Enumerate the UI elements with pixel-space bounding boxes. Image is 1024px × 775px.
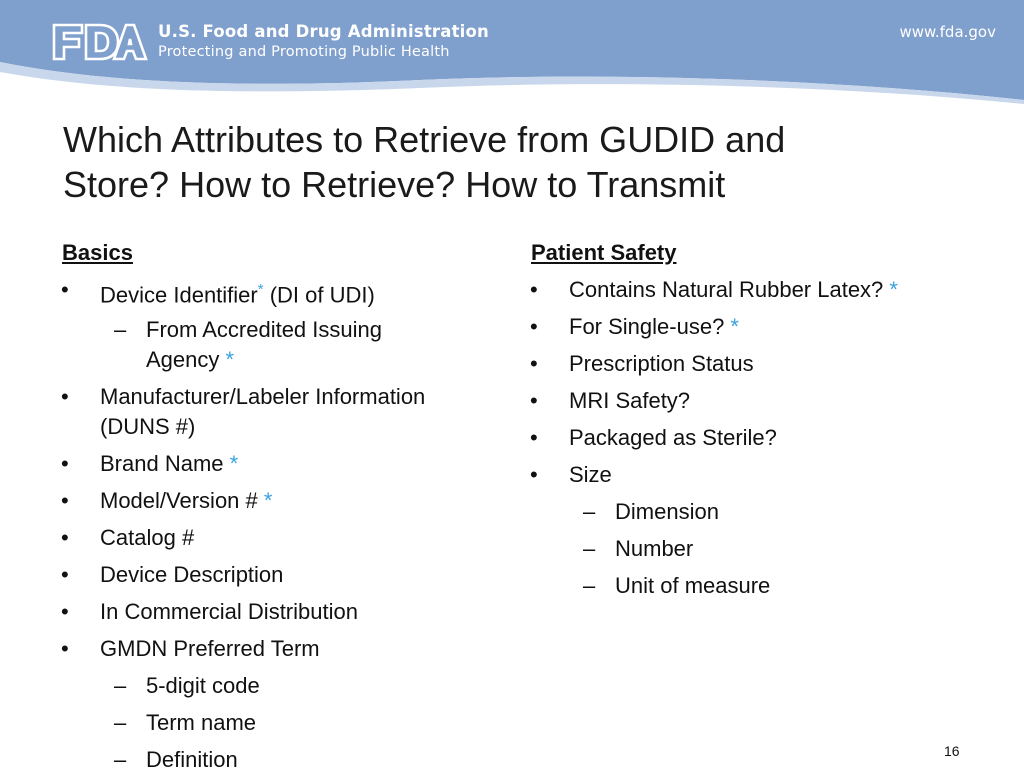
- agency-tagline: Protecting and Promoting Public Health: [158, 44, 450, 60]
- item-text: Manufacturer/Labeler Information: [100, 384, 426, 410]
- item-text: Catalog #: [100, 525, 195, 551]
- dash-marker: –: [583, 499, 596, 524]
- list-item-mri-safety: [531, 386, 991, 416]
- item-text: Size: [569, 462, 612, 487]
- patient-safety-heading: Patient Safety: [531, 240, 677, 265]
- dash-marker: –: [583, 573, 596, 598]
- item-text: Number: [615, 536, 694, 561]
- list-item-latex: [531, 275, 991, 305]
- list-item-manufacturer-info: [62, 382, 502, 442]
- dash-marker: –: [114, 747, 127, 773]
- required-asterisk: *: [257, 281, 264, 298]
- bullet-marker: •: [61, 525, 69, 551]
- site-url[interactable]: www.fda.gov: [899, 23, 996, 41]
- list-subitem-unit-of-measure: [531, 571, 991, 601]
- item-text: Device Description: [100, 562, 284, 588]
- item-text: Definition: [146, 747, 238, 773]
- dash-marker: –: [583, 536, 596, 561]
- bullet-marker: •: [530, 314, 538, 339]
- list-item-size: [531, 460, 991, 490]
- fda-logo-icon: [52, 22, 148, 62]
- list-item-brand-name: [62, 449, 502, 479]
- list-subitem-code: [62, 671, 502, 701]
- basics-column: [62, 238, 502, 775]
- item-text: Brand Name: [100, 451, 230, 477]
- item-text: MRI Safety?: [569, 388, 691, 413]
- item-text: Contains Natural Rubber Latex?: [569, 277, 890, 302]
- bullet-marker: •: [530, 462, 538, 487]
- bullet-marker: •: [61, 636, 69, 662]
- bullet-marker: •: [61, 562, 69, 588]
- page-number: 16: [944, 743, 960, 759]
- bullet-marker: •: [61, 451, 69, 477]
- item-text: From Accredited Issuing: [146, 317, 382, 343]
- list-item-single-use: [531, 312, 991, 342]
- list-item-model-version: [62, 486, 502, 516]
- bullet-marker: •: [530, 277, 538, 302]
- slide-title-line-2: Store? How to Retrieve? How to Transmit: [63, 164, 726, 205]
- bullet-marker: •: [530, 425, 538, 450]
- bullet-marker: •: [530, 388, 538, 413]
- dash-marker: –: [114, 710, 127, 736]
- item-text: Dimension: [615, 499, 719, 524]
- bullet-marker: •: [61, 277, 69, 302]
- bullet-marker: •: [530, 351, 538, 376]
- item-text: For Single-use?: [569, 314, 731, 339]
- list-item-prescription-status: [531, 349, 991, 379]
- required-asterisk: *: [730, 314, 739, 339]
- banner-background: [0, 0, 1024, 110]
- item-text-continued: (DUNS #): [100, 414, 196, 440]
- fda-logo: [52, 22, 148, 67]
- basics-heading: Basics: [62, 240, 133, 265]
- list-item-device-identifier: [62, 275, 502, 310]
- item-suffix: (DI of UDI): [263, 282, 375, 308]
- list-item-gmdn-term: [62, 634, 502, 664]
- dash-marker: –: [114, 673, 127, 699]
- item-text: Prescription Status: [569, 351, 754, 376]
- header-banner: [0, 0, 1024, 110]
- item-text-continued: Agency: [146, 347, 226, 373]
- item-text: Device Identifier: [100, 282, 258, 308]
- list-subitem-term-name: [62, 708, 502, 738]
- item-text: 5-digit code: [146, 673, 260, 699]
- list-subitem-issuing-agency: [62, 315, 502, 375]
- item-text: Unit of measure: [615, 573, 771, 598]
- list-item-sterile: [531, 423, 991, 453]
- list-item-device-description: [62, 560, 502, 590]
- item-text: Packaged as Sterile?: [569, 425, 777, 450]
- slide-title-line-1: Which Attributes to Retrieve from GUDID and: [63, 119, 786, 160]
- item-text: Term name: [146, 710, 257, 736]
- list-subitem-definition: [62, 745, 502, 775]
- bullet-marker: •: [61, 384, 69, 410]
- required-asterisk: *: [889, 277, 898, 302]
- patient-safety-column: [531, 238, 991, 601]
- bullet-marker: •: [61, 488, 69, 514]
- slide-title: [63, 117, 943, 207]
- dash-marker: –: [114, 317, 127, 343]
- list-item-commercial-distribution: [62, 597, 502, 627]
- required-asterisk: *: [225, 347, 235, 373]
- bullet-marker: •: [61, 599, 69, 625]
- item-text: GMDN Preferred Term: [100, 636, 320, 662]
- list-subitem-number: [531, 534, 991, 564]
- required-asterisk: *: [263, 488, 273, 514]
- required-asterisk: *: [229, 451, 239, 477]
- item-text: Model/Version #: [100, 488, 264, 514]
- list-item-catalog: [62, 523, 502, 553]
- item-text: In Commercial Distribution: [100, 599, 358, 625]
- list-subitem-dimension: [531, 497, 991, 527]
- agency-name: U.S. Food and Drug Administration: [158, 22, 490, 41]
